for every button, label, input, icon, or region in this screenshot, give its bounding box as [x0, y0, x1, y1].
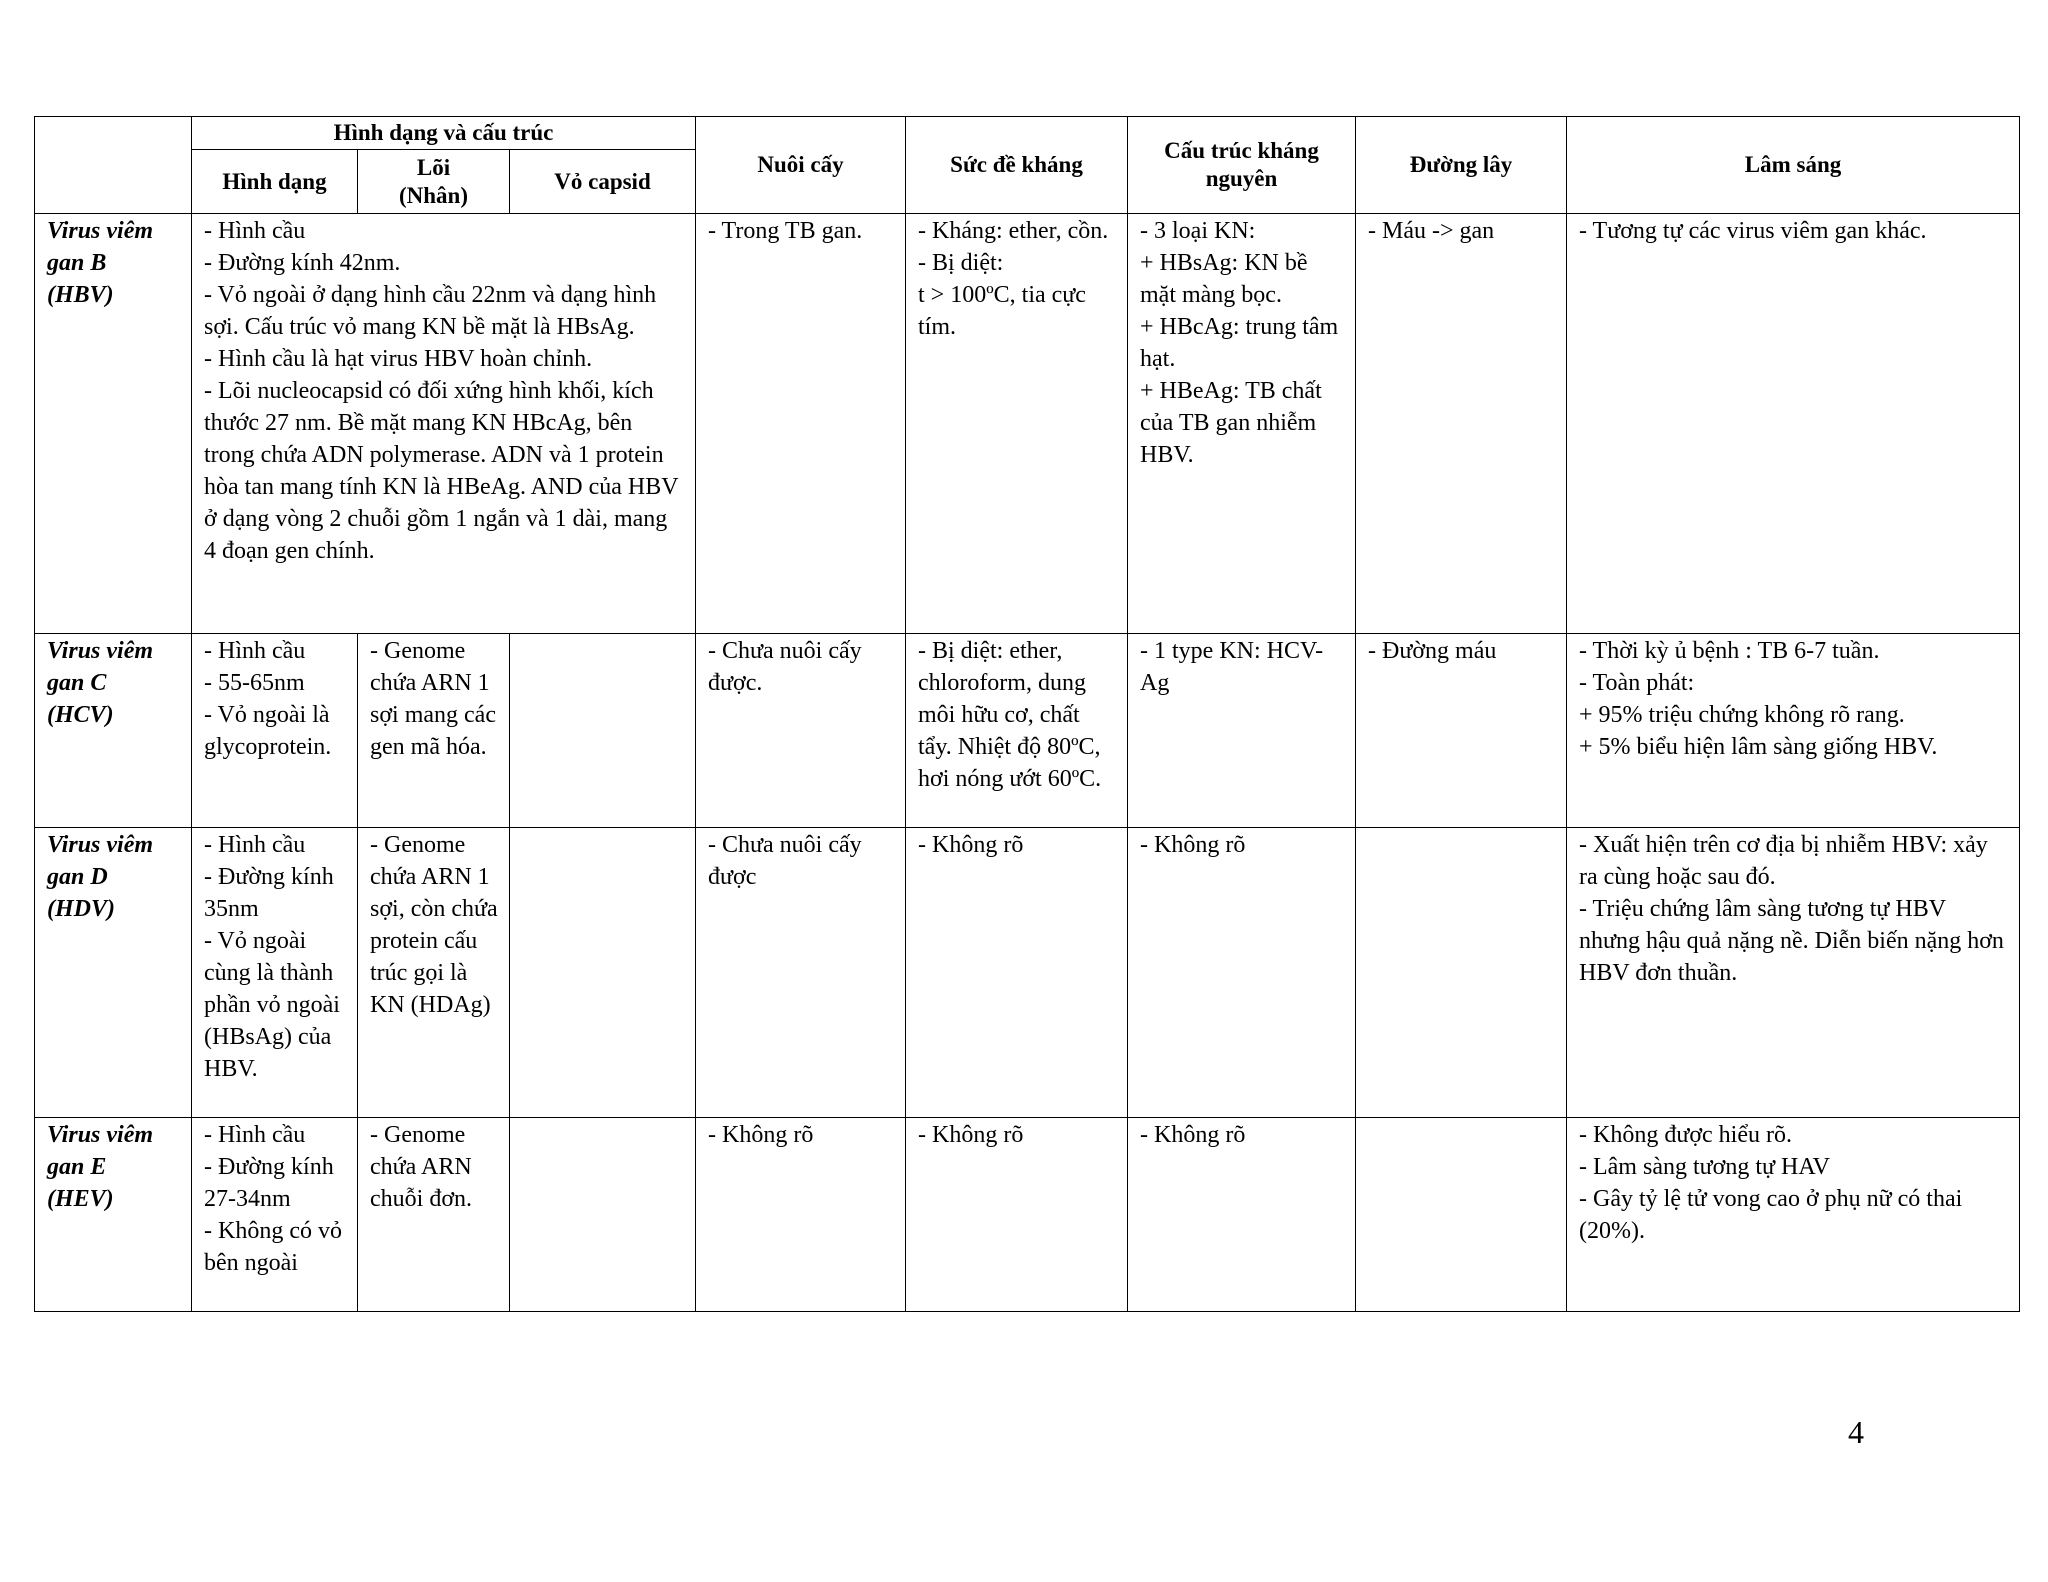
hdv-culture: - Chưa nuôi cấy được	[696, 828, 906, 1118]
header-shape: Hình dạng	[192, 150, 358, 214]
hev-shape: - Hình cầu - Đường kính 27-34nm - Không có vỏ bên ngoài	[192, 1118, 358, 1312]
hcv-core: - Genome chứa ARN 1 sợi mang các gen mã hóa.	[358, 634, 510, 828]
hev-clinical: - Không được hiểu rõ. - Lâm sàng tương tự HAV - Gây tỷ lệ tử vong cao ở phụ nữ có thai (20%).	[1567, 1118, 2020, 1312]
hbv-transmission: - Máu -> gan	[1356, 214, 1567, 634]
hcv-transmission: - Đường máu	[1356, 634, 1567, 828]
hdv-resistance: - Không rõ	[906, 828, 1128, 1118]
hcv-resistance: - Bị diệt: ether, chloroform, dung môi hữu cơ, chất tẩy. Nhiệt độ 80ºC, hơi nóng ướt 60ºC.	[906, 634, 1128, 828]
hdv-capsid	[510, 828, 696, 1118]
hcv-capsid	[510, 634, 696, 828]
header-core: Lõi (Nhân)	[358, 150, 510, 214]
hdv-transmission	[1356, 828, 1567, 1118]
virus-name-hbv: Virus viêm gan B (HBV)	[35, 214, 192, 634]
hev-antigen: - Không rõ	[1128, 1118, 1356, 1312]
hcv-culture: - Chưa nuôi cấy được.	[696, 634, 906, 828]
header-antigen: Cấu trúc kháng nguyên	[1128, 117, 1356, 214]
header-capsid: Vỏ capsid	[510, 150, 696, 214]
hepatitis-virus-table	[34, 116, 2020, 1312]
virus-name-hev: Virus viêm gan E (HEV)	[35, 1118, 192, 1312]
hev-core: - Genome chứa ARN chuỗi đơn.	[358, 1118, 510, 1312]
header-transmission: Đường lây	[1356, 117, 1567, 214]
table-row-hcv	[35, 634, 2020, 828]
table-row-hbv	[35, 214, 2020, 634]
hev-transmission	[1356, 1118, 1567, 1312]
hev-capsid	[510, 1118, 696, 1312]
hbv-resistance: - Kháng: ether, cồn. - Bị diệt: t > 100ºC, tia cực tím.	[906, 214, 1128, 634]
hdv-clinical: - Xuất hiện trên cơ địa bị nhiễm HBV: xảy ra cùng hoặc sau đó. - Triệu chứng lâm sàng tương tự HBV nhưng hậu quả nặng nề. Diễn biến nặng hơn HBV đơn thuần.	[1567, 828, 2020, 1118]
header-empty-cell	[35, 117, 192, 214]
hcv-shape: - Hình cầu - 55-65nm - Vỏ ngoài là glycoprotein.	[192, 634, 358, 828]
header-clinical: Lâm sáng	[1567, 117, 2020, 214]
hdv-shape: - Hình cầu - Đường kính 35nm - Vỏ ngoài cùng là thành phần vỏ ngoài (HBsAg) của HBV.	[192, 828, 358, 1118]
page-number: 4	[1848, 1414, 1864, 1450]
header-resistance: Sức đề kháng	[906, 117, 1128, 214]
header-row-1	[35, 117, 2020, 150]
hcv-antigen: - 1 type KN: HCV-Ag	[1128, 634, 1356, 828]
hdv-antigen: - Không rõ	[1128, 828, 1356, 1118]
virus-name-hcv: Virus viêm gan C (HCV)	[35, 634, 192, 828]
hbv-clinical: - Tương tự các virus viêm gan khác.	[1567, 214, 2020, 634]
virus-name-hdv: Virus viêm gan D (HDV)	[35, 828, 192, 1118]
table-row-hev	[35, 1118, 2020, 1312]
header-culture: Nuôi cấy	[696, 117, 906, 214]
hbv-structure: - Hình cầu - Đường kính 42nm. - Vỏ ngoài ở dạng hình cầu 22nm và dạng hình sợi. Cấu trúc vỏ mang KN bề mặt là HBsAg. - Hình cầu là hạt virus HBV hoàn chỉnh. - Lõi nucleocapsid có đối xứng hình khối, kích thước 27 nm. Bề mặt mang KN HBcAg, bên trong chứa ADN polymerase. ADN và 1 protein hòa tan mang tính KN là HBeAg. AND của HBV ở dạng vòng 2 chuỗi gồm 1 ngắn và 1 dài, mang 4 đoạn gen chính.	[192, 214, 696, 634]
header-shape-structure: Hình dạng và cấu trúc	[192, 117, 696, 150]
hbv-antigen: - 3 loại KN: + HBsAg: KN bề mặt màng bọc. + HBcAg: trung tâm hạt. + HBeAg: TB chất của TB gan nhiễm HBV.	[1128, 214, 1356, 634]
hev-resistance: - Không rõ	[906, 1118, 1128, 1312]
hdv-core: - Genome chứa ARN 1 sợi, còn chứa protein cấu trúc gọi là KN (HDAg)	[358, 828, 510, 1118]
hcv-clinical: - Thời kỳ ủ bệnh : TB 6-7 tuần. - Toàn phát: + 95% triệu chứng không rõ rang. + 5% biểu hiện lâm sàng giống HBV.	[1567, 634, 2020, 828]
hev-culture: - Không rõ	[696, 1118, 906, 1312]
table-row-hdv	[35, 828, 2020, 1118]
hbv-culture: - Trong TB gan.	[696, 214, 906, 634]
